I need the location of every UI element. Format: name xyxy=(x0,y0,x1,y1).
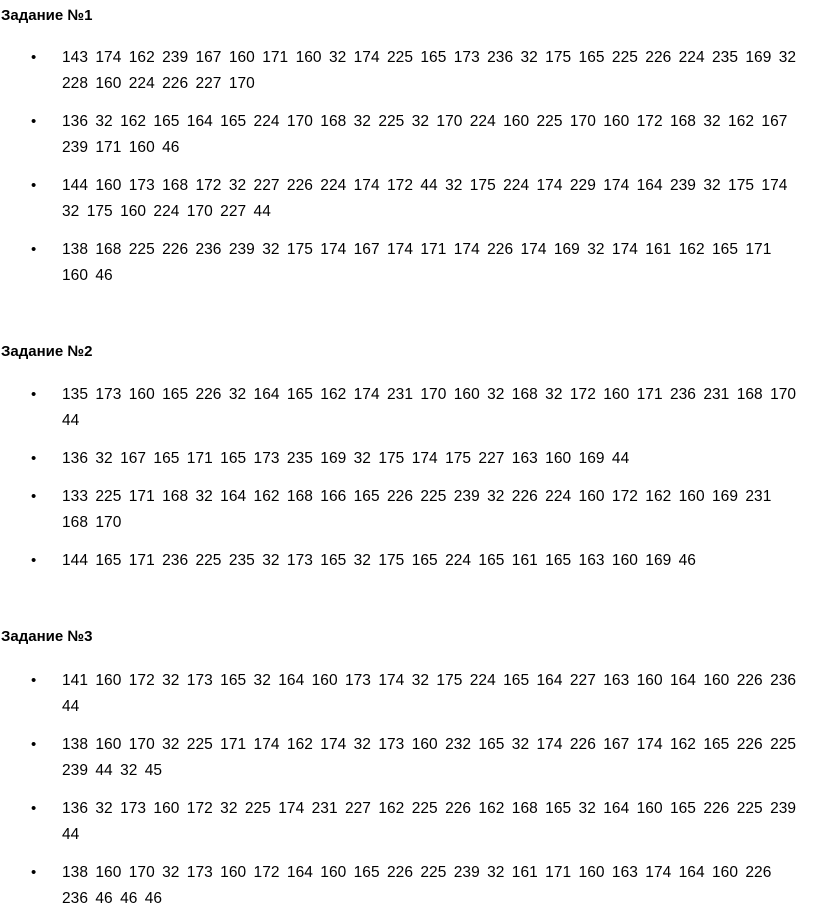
code-sequence: 138 160 170 32 173 160 172 164 160 165 226 225 239 32 161 171 160 163 174 164 160 226 236 46 46 46 xyxy=(62,864,772,907)
bullet-icon: • xyxy=(31,864,37,881)
list-item xyxy=(0,732,816,784)
code-sequence: 144 160 173 168 172 32 227 226 224 174 172 44 32 175 224 174 229 174 164 239 32 175 174 32 175 160 224 170 227 44 xyxy=(62,177,788,220)
bullet-icon: • xyxy=(31,49,37,66)
code-sequence: 141 160 172 32 173 165 32 164 160 173 174 32 175 224 165 164 227 163 160 164 160 226 236 44 xyxy=(62,672,797,715)
bullet-icon: • xyxy=(31,386,37,403)
code-sequence: 138 168 225 226 236 239 32 175 174 167 174 171 174 226 174 169 32 174 161 162 165 171 160 46 xyxy=(62,241,772,284)
list-item xyxy=(0,45,816,97)
task-2-list xyxy=(0,382,816,574)
code-sequence: 135 173 160 165 226 32 164 165 162 174 231 170 160 32 168 32 172 160 171 236 231 168 170 44 xyxy=(62,386,797,429)
list-item xyxy=(0,446,816,472)
bullet-icon: • xyxy=(31,736,37,753)
code-sequence: 133 225 171 168 32 164 162 168 166 165 226 225 239 32 226 224 160 172 162 160 169 231 168 170 xyxy=(62,488,772,531)
task-2-section xyxy=(0,342,816,574)
code-sequence: 144 165 171 236 225 235 32 173 165 32 175 165 224 165 161 165 163 160 169 46 xyxy=(62,552,696,569)
task-3-title: Задание №3 xyxy=(1,628,93,645)
bullet-icon: • xyxy=(31,113,37,130)
bullet-icon: • xyxy=(31,177,37,194)
list-item xyxy=(0,548,816,574)
task-3-section xyxy=(0,627,816,912)
bullet-icon: • xyxy=(31,450,37,467)
task-2-title: Задание №2 xyxy=(1,343,93,360)
code-sequence: 136 32 173 160 172 32 225 174 231 227 162 225 226 162 168 165 32 164 160 165 226 225 239 44 xyxy=(62,800,797,843)
task-1-section xyxy=(0,6,816,289)
list-item xyxy=(0,860,816,912)
list-item xyxy=(0,382,816,434)
list-item xyxy=(0,109,816,161)
list-item xyxy=(0,237,816,289)
bullet-icon: • xyxy=(31,241,37,258)
list-item xyxy=(0,668,816,720)
bullet-icon: • xyxy=(31,672,37,689)
list-item xyxy=(0,796,816,848)
list-item xyxy=(0,484,816,536)
list-item xyxy=(0,173,816,225)
code-sequence: 138 160 170 32 225 171 174 162 174 32 173 160 232 165 32 174 226 167 174 162 165 226 225 239 44 32 45 xyxy=(62,736,797,779)
bullet-icon: • xyxy=(31,552,37,569)
code-sequence: 136 32 167 165 171 165 173 235 169 32 175 174 175 227 163 160 169 44 xyxy=(62,450,630,467)
task-3-list xyxy=(0,668,816,912)
bullet-icon: • xyxy=(31,488,37,505)
task-1-list xyxy=(0,45,816,289)
task-1-title: Задание №1 xyxy=(1,7,93,24)
code-sequence: 143 174 162 239 167 160 171 160 32 174 225 165 173 236 32 175 165 225 226 224 235 169 32 228 160 224 226 227 170 xyxy=(62,49,797,92)
bullet-icon: • xyxy=(31,800,37,817)
code-sequence: 136 32 162 165 164 165 224 170 168 32 225 32 170 224 160 225 170 160 172 168 32 162 167 239 171 160 46 xyxy=(62,113,788,156)
